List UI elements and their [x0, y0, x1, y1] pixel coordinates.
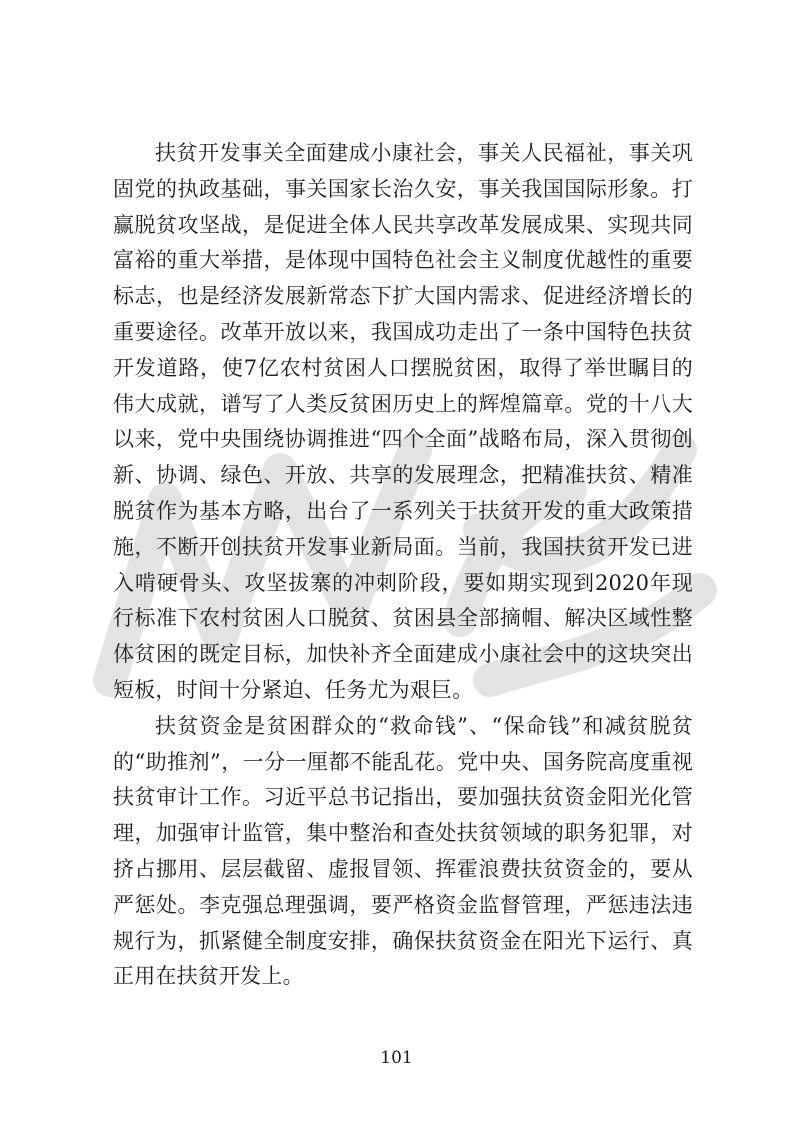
body-text [113, 136, 693, 995]
paragraph-1: 扶贫开发事关全面建成小康社会，事关人民福祉，事关巩固党的执政基础，事关国家长治久安，事关我国国际形象。打赢脱贫攻坚战，是促进全体人民共享改革发展成果、实现共同富裕的重大举措，是体现中国特色社会主义制度优越性的重要标志，也是经济发展新常态下扩大国内需求、促进经济增长的重要途径。改革开放以来，我国成功走出了一条中国特色扶贫开发道路，使7亿农村贫困人口摆脱贫困，取得了举世瞩目的伟大成就，谱写了人类反贫困历史上的辉煌篇章。党的十八大以来，党中央围绕协调推进“四个全面”战略布局，深入贯彻创新、协调、绿色、开放、共享的发展理念，把精准扶贫、精准脱贫作为基本方略，出台了一系列关于扶贫开发的重大政策措施，不断开创扶贫开发事业新局面。当前，我国扶贫开发已进入啃硬骨头、攻坚拔寨的冲刺阶段，要如期实现到2020年现行标准下农村贫困人口脱贫、贫困县全部摘帽、解决区域性整体贫困的既定目标，加快补齐全面建成小康社会中的这块突出短板，时间十分紧迫、任务尤为艰巨。 [113, 141, 693, 702]
paragraph-2: 扶贫资金是贫困群众的“救命钱”、“保命钱”和减贫脱贫的“助推剂”，一分一厘都不能乱花。党中央、国务院高度重视扶贫审计工作。习近平总书记指出，要加强扶贫资金阳光化管理，加强审计监管，集中整治和查处扶贫领域的职务犯罪，对挤占挪用、层层截留、虚报冒领、挥霍浪费扶贫资金的，要从严惩处。李克强总理强调，要严格资金监督管理，严惩违法违规行为，抓紧健全制度安排，确保扶贫资金在阳光下运行、真正用在扶贫开发上。 [113, 713, 693, 989]
page-number: 101 [380, 1048, 413, 1068]
